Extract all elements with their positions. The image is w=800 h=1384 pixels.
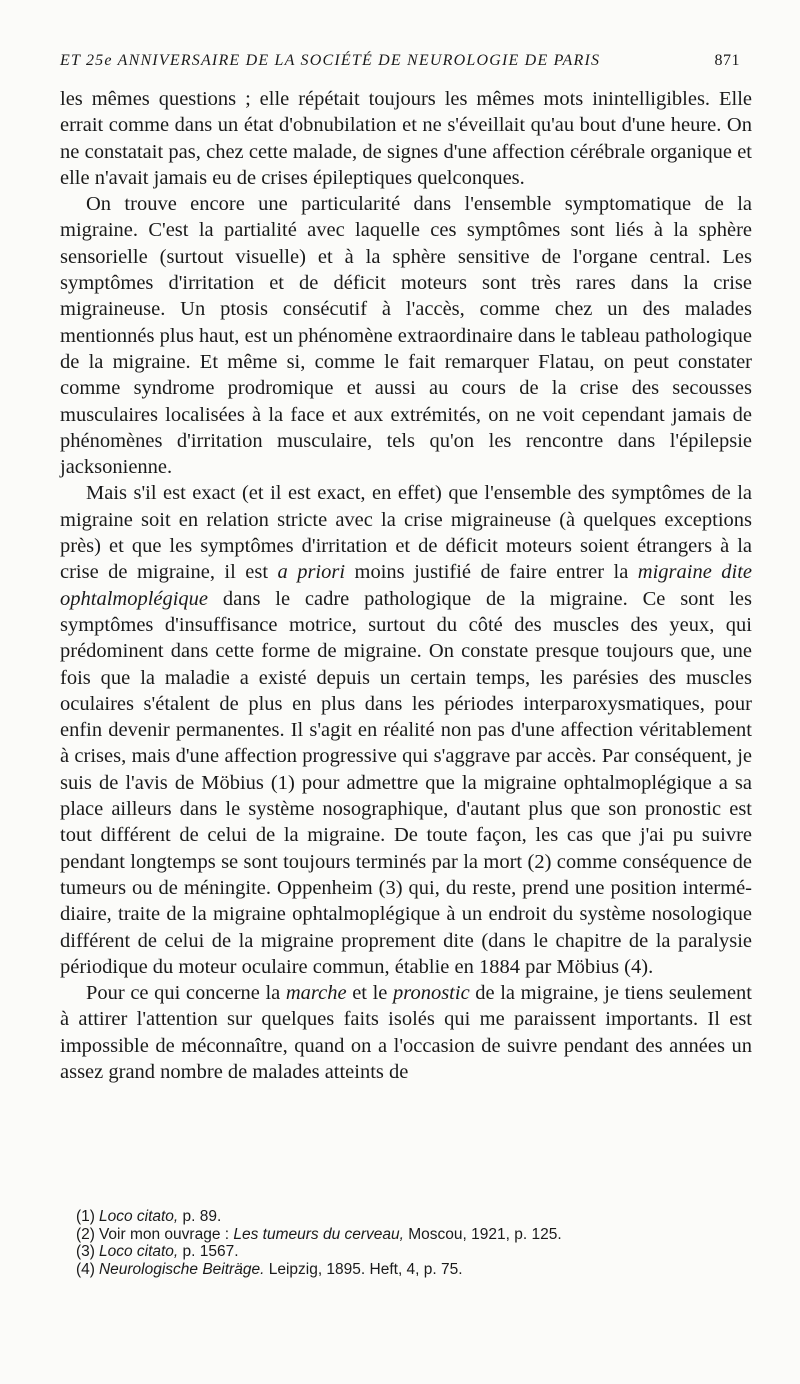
paragraph-3: Mais s'il est exact (et il est exact, en effet) que l'ensemble des symptômes de la migraine soit en relation stricte avec la crise migraineuse (à quelques exceptions près) et que les symptômes d'irritation et de déficit moteurs soient étrangers à la crise de migraine, il est a priori moins justifié de faire entrer la migraine dite ophtalmoplégique dans le cadre pathologique de la migraine. Ce sont les symptômes d'insuffisance motrice, surtout du côté des muscles des yeux, qui prédominent dans cette forme de migraine. On constate presque toujours que, une fois que la maladie a existé depuis un certain temps, les parésies des muscles oculaires s'étalent de plus en plus dans les périodes interparoxysmatiques, pour enfin devenir permanentes. Il s'agit en réalité non pas d'une affection véritablement à crises, mais d'une affection progressive qui s'aggrave par accès. Par conséquent, je suis de l'avis de Möbius (1) pour admettre que la migraine ophtalmoplégique a sa place ailleurs dans le système nosographique, d'autant plus que son pronostic est tout différent de celui de la migraine. De toute façon, les cas que j'ai pu suivre pendant longtemps se sont toujours terminés par la mort (2) comme conséquence de tumeurs ou de méningite. Oppenheim (3) qui, du reste, prend une position intermédiaire, traite de la migraine ophtalmoplégique à un endroit du système nosologique différent de celui de la migraine proprement dite (dans le chapitre de la paralysie périodique du moteur oculaire commun, établie en 1884 par Möbius (4). <box>60 482 752 978</box>
footnote-4: (4) Neurologische Beiträge. Leipzig, 1895. Heft, 4, p. 75. <box>76 1260 463 1278</box>
body-text <box>60 86 752 1085</box>
emphasis-a-priori: a priori <box>277 561 346 584</box>
paragraph-1: les mêmes questions ; elle répétait toujours les mêmes mots inintelligibles. Elle errait comme dans un état d'obnubilation et ne s'éveillait qu'au bout d'une heure. On ne constatait pas, chez cette malade, de signes d'une affection cérébrale organique et elle n'avait jamais eu de crises épileptiques quelconques. <box>60 88 752 189</box>
paragraph-2: On trouve encore une particularité dans l'ensemble symptomatique de la migraine. C'est la partialité avec laquelle ces symptômes sont liés à la sphère sensorielle (surtout visuelle) et à la sphère sensitive de l'organe central. Les symptômes d'irritation et de déficit moteurs sont très rares dans la crise migraineuse. Un ptosis consécutif à l'accès, comme chez un des malades mentionnés plus haut, est un phénomène extraordinaire dans le tableau pathologique de la migraine. Et même si, comme le fait remarquer Flatau, on peut constater comme syndrome prodromique et aussi au cours de la crise des secousses musculaires localisées à la face et aux extrémités, on ne voit cependant jamais de phénomènes d'irritation musculaire, tels qu'on les rencontre dans l'épilepsie jacksonienne. <box>60 193 752 479</box>
footnote-1: (1) Loco citato, p. 89. <box>76 1208 222 1225</box>
emphasis-pronostic: pronostic <box>392 982 470 1005</box>
emphasis-marche: marche <box>285 982 347 1005</box>
running-header <box>60 52 740 70</box>
emphasis-migraine-dite: migraine dite ophtalmoplégique <box>60 561 752 610</box>
page-number: 871 <box>714 52 740 69</box>
paragraph-4: Pour ce qui concerne la marche et le pronostic de la migraine, je tiens seulement à attirer l'attention sur quelques faits isolés qui me paraissent importants. Il est impossible de méconnaître, quand on a l'occasion de suivre pendant des années un assez grand nombre de malades atteints de <box>60 982 752 1083</box>
footnote-3: (3) Loco citato, p. 1567. <box>76 1243 239 1260</box>
footnote-2: (2) Voir mon ouvrage : Les tumeurs du cerveau, Moscou, 1921, p. 125. <box>76 1225 562 1243</box>
running-title: ET 25e ANNIVERSAIRE DE LA SOCIÉTÉ DE NEUROLOGIE DE PARIS <box>60 52 601 69</box>
footnotes <box>76 1208 752 1278</box>
